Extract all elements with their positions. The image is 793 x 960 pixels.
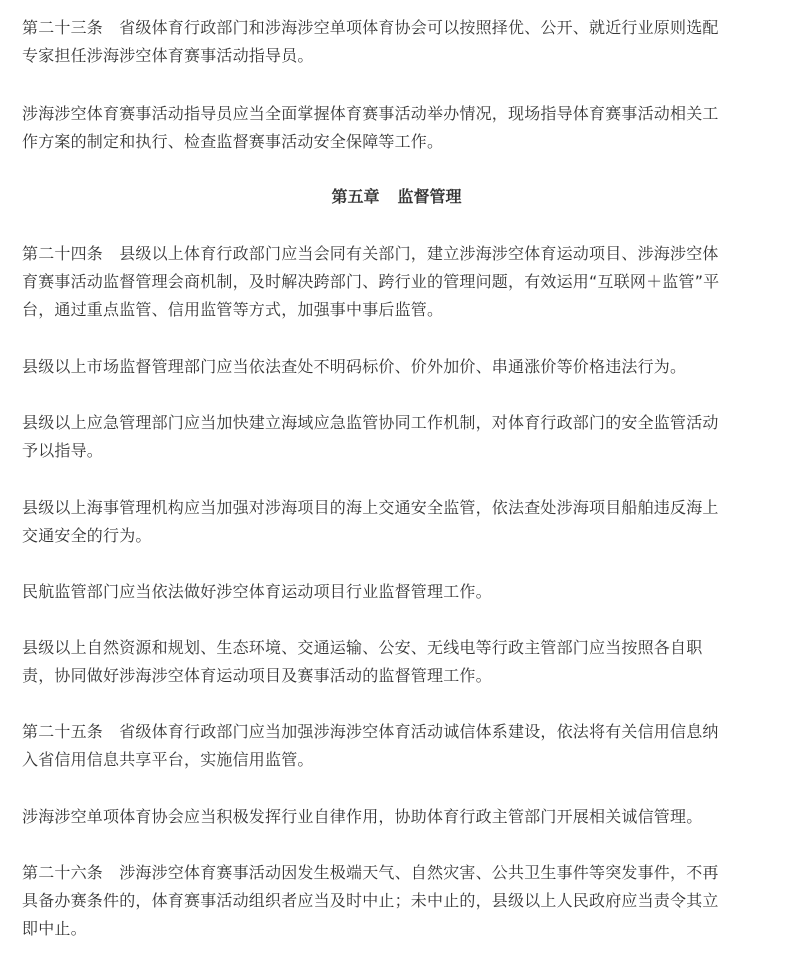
chapter-number: 第五章 (331, 187, 380, 206)
association-self-discipline-paragraph (22, 803, 774, 831)
text-line: 第二十五条 省级体育行政部门应当加强涉海涉空体育活动诚信体系建设，依法将有关信用信息纳 (22, 722, 719, 741)
article-24-paragraph (22, 240, 774, 324)
text-line: 具备办赛条件的，体育赛事活动组织者应当及时中止；未中止的，县级以上人民政府应当责令其立 (22, 891, 719, 910)
article-26-paragraph (22, 859, 774, 943)
text-line: 责，协同做好涉海涉空体育运动项目及赛事活动的监督管理工作。 (22, 666, 492, 685)
text-line: 第二十三条 省级体育行政部门和涉海涉空单项体育协会可以按照择优、公开、就近行业原则选配 (22, 18, 719, 37)
maritime-paragraph (22, 494, 774, 550)
text-line: 育赛事活动监督管理会商机制，及时解决跨部门、跨行业的管理问题，有效运用“互联网＋监管”平 (22, 272, 720, 291)
other-departments-paragraph (22, 634, 774, 690)
text-line: 第二十六条 涉海涉空体育赛事活动因发生极端天气、自然灾害、公共卫生事件等突发事件，不再 (22, 863, 719, 882)
text-line: 涉海涉空单项体育协会应当积极发挥行业自律作用，协助体育行政主管部门开展相关诚信管理。 (22, 807, 703, 826)
market-supervision-paragraph (22, 353, 774, 381)
text-line: 入省信用信息共享平台，实施信用监管。 (22, 750, 314, 769)
chapter-heading (0, 183, 793, 211)
text-line: 县级以上市场监督管理部门应当依法查处不明码标价、价外加价、串通涨价等价格违法行为。 (22, 357, 687, 376)
emergency-management-paragraph (22, 409, 774, 465)
text-line: 交通安全的行为。 (22, 526, 152, 545)
text-line: 县级以上应急管理部门应当加快建立海域应急监管协同工作机制，对体育行政部门的安全监管活动 (22, 413, 719, 432)
chapter-title: 监督管理 (397, 187, 462, 206)
text-line: 作方案的制定和执行、检查监督赛事活动安全保障等工作。 (22, 132, 444, 151)
text-line: 县级以上自然资源和规划、生态环境、交通运输、公安、无线电等行政主管部门应当按照各自职 (22, 638, 703, 657)
text-line: 第二十四条 县级以上体育行政部门应当会同有关部门，建立涉海涉空体育运动项目、涉海涉空体 (22, 244, 719, 263)
text-line: 涉海涉空体育赛事活动指导员应当全面掌握体育赛事活动举办情况，现场指导体育赛事活动相关工 (22, 104, 719, 123)
text-line: 专家担任涉海涉空体育赛事活动指导员。 (22, 46, 314, 65)
article-25-paragraph (22, 718, 774, 774)
article-23-paragraph (22, 14, 774, 70)
text-line: 即中止。 (22, 919, 87, 938)
text-line: 台，通过重点监管、信用监管等方式，加强事中事后监管。 (22, 300, 444, 319)
text-line: 县级以上海事管理机构应当加强对涉海项目的海上交通安全监管，依法查处涉海项目船舶违反海上 (22, 498, 719, 517)
article-23-supervisor-paragraph (22, 100, 774, 156)
text-line: 予以指导。 (22, 441, 104, 460)
civil-aviation-paragraph (22, 578, 774, 606)
text-line: 民航监管部门应当依法做好涉空体育运动项目行业监督管理工作。 (22, 582, 492, 601)
